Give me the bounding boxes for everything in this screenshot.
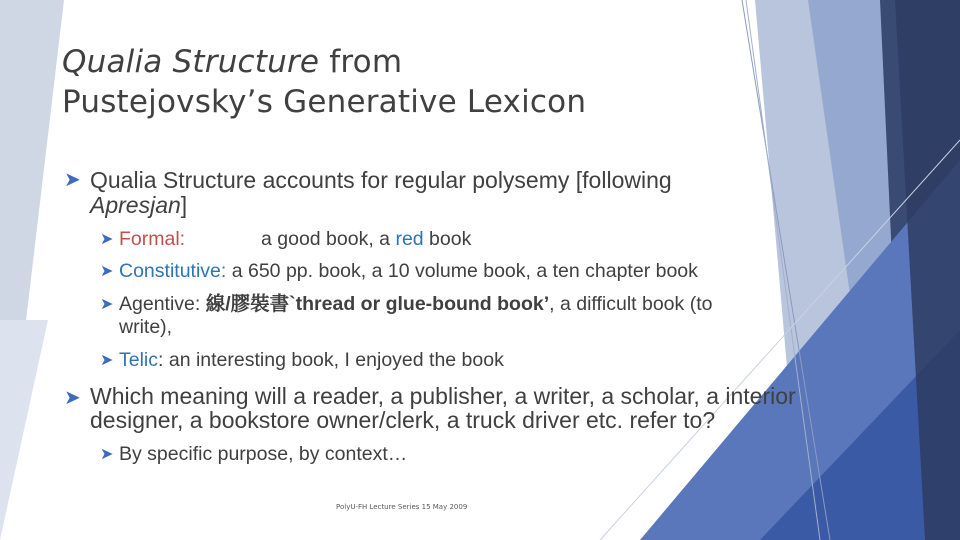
- formal-text-b: book: [423, 228, 472, 250]
- bullet-agentive: [119, 294, 712, 315]
- slide-title: [62, 42, 702, 122]
- bullet-qualia: [90, 168, 672, 192]
- footer-text: PolyU-FH Lecture Series 15 May 2009: [336, 503, 468, 511]
- arrowhead-icon: ➤: [100, 352, 114, 369]
- bracket-text: ]: [180, 192, 188, 218]
- by-text: By specific purpose, by context…: [119, 443, 408, 465]
- constitutive-text: a 650 pp. book, a 10 volume book, a ten chapter book: [226, 260, 698, 282]
- left-lower-shape: [0, 320, 48, 540]
- which-line2: designer, a bookstore owner/clerk, a truck driver etc. refer to?: [90, 407, 716, 433]
- arrowhead-icon: ➤: [100, 263, 114, 280]
- telic-text: : an interesting book, I enjoyed the book: [158, 349, 504, 371]
- bullet-qualia-line2: [90, 193, 187, 217]
- bullet-telic: [119, 350, 504, 371]
- apresjan-text: Apresjan: [90, 192, 181, 218]
- bullet-qualia-text: Qualia Structure accounts for regular polysemy [following: [90, 167, 672, 193]
- bullet-which: [90, 384, 796, 408]
- bullet-agentive-line2: [119, 317, 172, 338]
- agentive-bold: 線/膠裝書`thread or glue-bound book’: [205, 293, 550, 315]
- arrowhead-icon: ➤: [64, 169, 81, 191]
- formal-label: Formal:: [119, 228, 186, 250]
- arrowhead-icon: ➤: [100, 296, 114, 313]
- title-line2: Pustejovsky’s Generative Lexicon: [62, 84, 587, 120]
- bullet-by: [119, 444, 407, 465]
- title-italic: Qualia Structure: [62, 44, 320, 80]
- which-line1: Which meaning will a reader, a publisher, a writer, a scholar, a interior: [90, 383, 796, 409]
- agentive-line2: write),: [119, 316, 173, 338]
- formal-text-red: red: [395, 228, 424, 250]
- telic-label: Telic: [119, 349, 159, 371]
- bullet-formal: [119, 229, 185, 250]
- title-rest: from: [319, 44, 403, 80]
- arrowhead-icon: ➤: [64, 387, 81, 409]
- constitutive-label: Constitutive:: [119, 260, 227, 282]
- bullet-which-line2: [90, 408, 715, 432]
- arrowhead-icon: ➤: [100, 231, 114, 248]
- bullet-constitutive: [119, 261, 698, 282]
- arrowhead-icon: ➤: [100, 446, 114, 463]
- agentive-rest: , a difficult book (to: [549, 293, 713, 315]
- formal-text-a: a good book, a: [261, 228, 396, 250]
- agentive-label: Agentive:: [119, 293, 206, 315]
- bullet-formal-text: [261, 229, 471, 250]
